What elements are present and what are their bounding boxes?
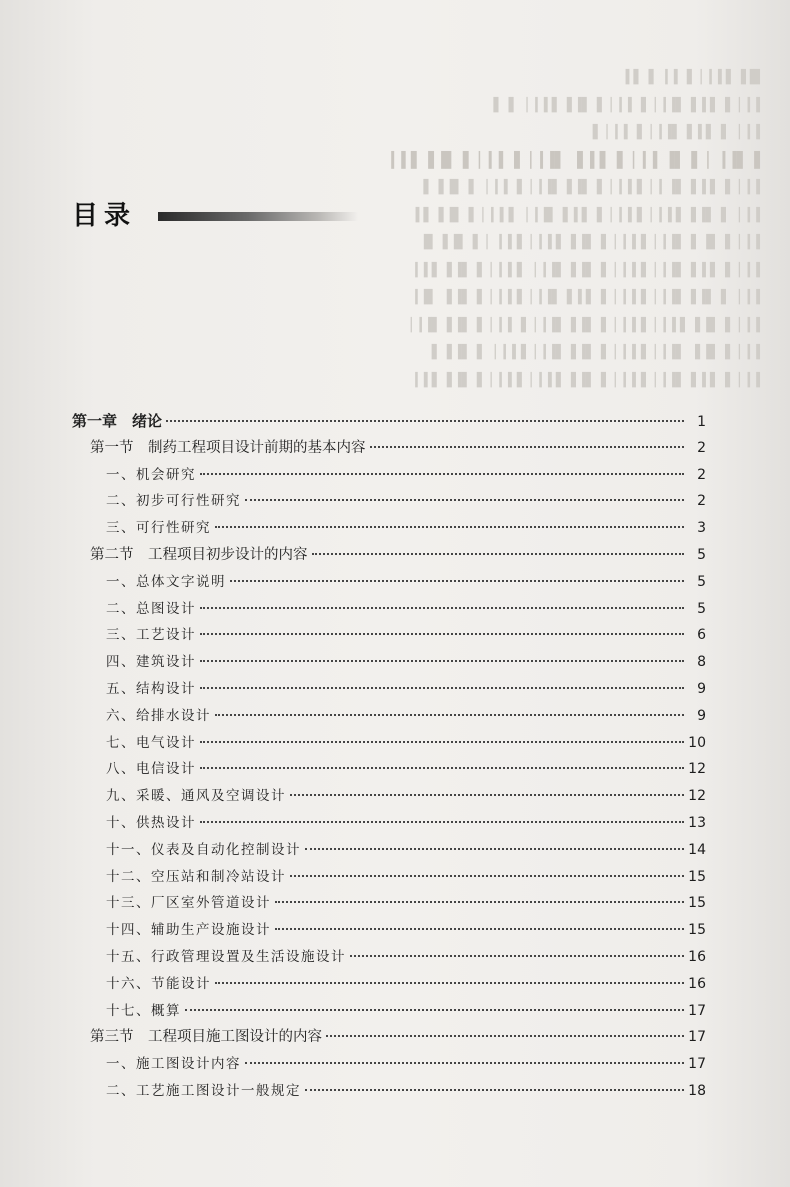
dot-leader [166,420,684,422]
dot-leader [245,1062,684,1064]
toc-page-number: 17 [688,1002,706,1019]
dot-leader [215,526,684,528]
dot-leader [290,794,684,796]
toc-entry-title: 第一章 绪论 [72,412,163,430]
toc-entry-title: 九、采暖、通风及空调设计 [106,788,286,805]
toc-entry-title: 一、机会研究 [106,466,196,483]
dot-leader [200,660,684,662]
dot-leader [215,982,684,984]
reverse-side-bleed-through: █ ▌▐ ▍▎▏▌ ▍▎ ▌▐ ▍ ▍▎▏▌▐ ▍▌▐▍▎▏▌ ▍▎▏▌▐▍▌▐ ▍▎▏ ▌▐ ▍▎▏ ▌▐ ▍▌▐▍▎▏▌ ▍▎▏▌ ▌▐▍▎ ▏▌▐▍ ▍▎▏▌▐ ▍▌ ▐▍▎▏▌ ▍▎▏▌▐▍▌▐ ▍▎ ▍▎▏▌▐ ▍▌▐▍ ▎▏▌▍▎▏▌▐▍▌▐▍▎▏▌ ▍▎▏ ▌▐▍▌▐ ▍▎▏ ▌▐▍▌▐ ▍▎▏▌▍▎▏▌▐ ▍▌▐▍▎▏ ▌▍▎▏▌▐▍▌▐ ▍ ▍▎▏▌▐▍ ▌▐▍▎▏▌▍▎▏▌▐▍▌▐ ▍▎▏▌▍▎ ▏▌▐▍▌▐▍ ▍▎▏▌▐ ▍▌▐▍▎▏▌▍▎▏▌▐▍▌▐▍▎▏ ▌▍▎▏▌▐▍▌▐ ▍▎ ▍▎▏ ▌▐▍▌▐▍▎▏▌▍▎▏▌▐ ▍▌▐▍▎▏▌▍▎▏▌▐▍▌ ▐▍▎ ▍▎▏▌▐▍▌▐ ▍▎▏▌▍▎▏▌▐▍▌▐▍▎▏▌ ▍▎▏▌▐▍▌▐▍▎▏ ▍▎▏▌▐▍▌ ▐▍▎▏▌▍▎▏▌▐▍▌▐▍▎▏▌▍▎▏ ▌▐▍▌▐ ▍▎▏▌▐ ▍▌▐▍▎▏▌▍▎▏▌▐▍▌▐ ▍▎▏▌▍▎▏▌▐▍▌▐ ▍▎ [382,70,760,388]
dot-leader [185,1009,684,1011]
toc-section-row[interactable] [72,435,706,462]
toc-item-row[interactable] [72,890,706,917]
toc-item-row[interactable] [72,810,706,837]
toc-chapter-row[interactable] [72,408,706,435]
dot-leader [350,955,684,957]
toc-item-row[interactable] [72,837,706,864]
toc-entry-title: 第二节 工程项目初步设计的内容 [90,546,308,563]
toc-entry-title: 六、给排水设计 [106,707,211,724]
toc-entry-title: 二、总图设计 [106,600,196,617]
dot-leader [326,1035,684,1037]
toc-page-number: 16 [688,948,706,965]
toc-entry-title: 第三节 工程项目施工图设计的内容 [90,1029,322,1046]
toc-entry-title: 十、供热设计 [106,814,196,831]
toc-page-number: 12 [688,761,706,778]
toc-item-row[interactable] [72,864,706,891]
toc-item-row[interactable] [72,462,706,489]
toc-item-row[interactable] [72,1051,706,1078]
dot-leader [200,741,684,743]
toc-page-number: 3 [697,520,706,537]
toc-page-number: 17 [688,1056,706,1073]
toc-item-row[interactable] [72,998,706,1025]
dot-leader [290,875,684,877]
toc-page-number: 1 [697,414,706,430]
toc-entry-title: 八、电信设计 [106,761,196,778]
toc-item-row[interactable] [72,569,706,596]
toc-entry-title: 二、初步可行性研究 [106,493,241,510]
toc-page-number: 9 [697,680,706,697]
toc-item-row[interactable] [72,917,706,944]
toc-entry-title: 一、总体文字说明 [106,573,226,590]
toc-entry-title: 十二、空压站和制冷站设计 [106,868,286,885]
toc-page-number: 15 [688,922,706,939]
toc-entry-title: 十四、辅助生产设施设计 [106,922,271,939]
dot-leader [305,1089,684,1091]
toc-page-number: 5 [697,546,706,563]
table-of-contents [72,408,706,1105]
toc-item-row[interactable] [72,676,706,703]
dot-leader [275,928,684,930]
toc-item-row[interactable] [72,1078,706,1105]
toc-item-row[interactable] [72,596,706,623]
dot-leader [200,767,684,769]
dot-leader [275,901,684,903]
dot-leader [305,848,684,850]
page-title: 目录 [72,201,137,231]
toc-page-number: 15 [688,868,706,885]
toc-page-number: 9 [697,707,706,724]
toc-entry-title: 十七、概算 [106,1002,181,1019]
toc-entry-title: 十一、仪表及自动化控制设计 [106,841,301,858]
dot-leader [200,473,684,475]
toc-page-number: 16 [688,975,706,992]
toc-item-row[interactable] [72,488,706,515]
toc-page-number: 14 [688,841,706,858]
toc-entry-title: 七、电气设计 [106,734,196,751]
toc-page-number: 2 [697,493,706,510]
toc-entry-title: 三、工艺设计 [106,627,196,644]
dot-leader [200,821,684,823]
toc-entry-title: 第一节 制药工程项目设计前期的基本内容 [90,439,366,456]
toc-item-row[interactable] [72,730,706,757]
toc-page-number: 17 [688,1029,706,1046]
toc-page-number: 18 [688,1082,706,1099]
toc-entry-title: 三、可行性研究 [106,520,211,537]
toc-entry-title: 十五、行政管理设置及生活设施设计 [106,948,346,965]
toc-item-row[interactable] [72,756,706,783]
toc-entry-title: 五、结构设计 [106,680,196,697]
toc-page-number: 2 [697,439,706,456]
dot-leader [215,714,684,716]
toc-entry-title: 十六、节能设计 [106,975,211,992]
dot-leader [245,499,684,501]
title-gradient-bar [158,212,358,221]
dot-leader [200,633,684,635]
toc-entry-title: 十三、厂区室外管道设计 [106,895,271,912]
toc-item-row[interactable] [72,649,706,676]
toc-page-number: 6 [697,627,706,644]
toc-page-number: 12 [688,788,706,805]
toc-item-row[interactable] [72,622,706,649]
toc-page-number: 10 [688,734,706,751]
dot-leader [230,580,684,582]
toc-item-row[interactable] [72,783,706,810]
toc-header [72,195,358,232]
dot-leader [370,446,685,448]
toc-entry-title: 一、施工图设计内容 [106,1056,241,1073]
toc-item-row[interactable] [72,971,706,998]
toc-entry-title: 二、工艺施工图设计一般规定 [106,1082,301,1099]
dot-leader [200,607,684,609]
toc-item-row[interactable] [72,515,706,542]
dot-leader [200,687,684,689]
toc-page-number: 5 [697,573,706,590]
toc-page-number: 2 [697,466,706,483]
toc-item-row[interactable] [72,703,706,730]
toc-section-row[interactable] [72,542,706,569]
toc-page-number: 15 [688,895,706,912]
toc-item-row[interactable] [72,944,706,971]
dot-leader [312,553,685,555]
toc-entry-title: 四、建筑设计 [106,654,196,671]
toc-page-number: 8 [697,654,706,671]
toc-page-number: 13 [688,814,706,831]
toc-page-number: 5 [697,600,706,617]
toc-section-row[interactable] [72,1024,706,1051]
